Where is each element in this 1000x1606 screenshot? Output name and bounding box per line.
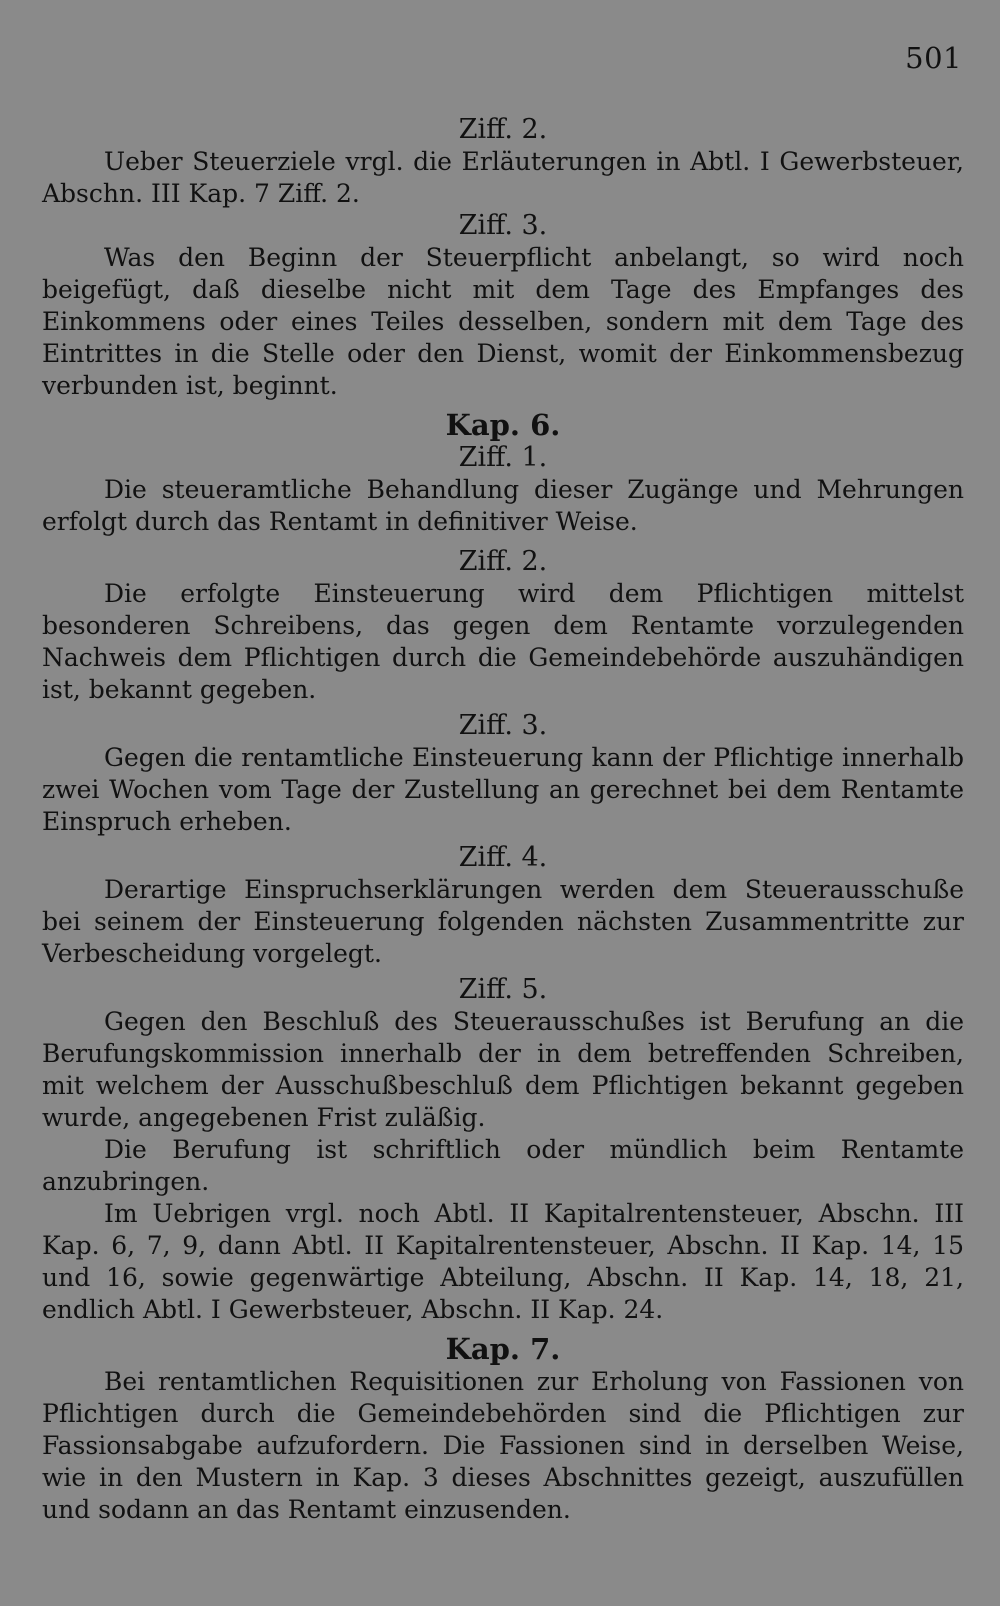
chapter-heading-kap-7: Kap. 7. (445, 1332, 561, 1366)
section-heading-ziff-2b: Ziff. 2. (458, 546, 548, 577)
paragraph-behandlung: Die steueramtliche Behandlung dieser Zugänge und Mehrungen erfolgt durch das Rentamt in definitiver Weise. (42, 475, 964, 536)
section-heading-ziff-3: Ziff. 3. (458, 210, 548, 241)
paragraph-steuerziele: Ueber Steuerziele vrgl. die Erläuterungen in Abtl. I Gewerbsteuer, Abschn. III Kap. 7 Ziff. 2. (42, 147, 964, 208)
paragraph-einspruch: Gegen die rentamtliche Einsteuerung kann der Pflichtige innerhalb zwei Wochen vom Tage der Zustellung an gerechnet bei dem Rentamte Einspruch erheben. (42, 743, 964, 836)
page-content (42, 114, 964, 1526)
section-heading-ziff-1: Ziff. 1. (458, 442, 548, 473)
paragraph-steuerpflicht-beginn: Was den Beginn der Steuerpflicht anbelangt, so wird noch beigefügt, daß dieselbe nicht mit dem Tage des Empfanges des Einkommens oder eines Teiles desselben, sondern mit dem Tage des Eintrittes in die Stelle oder den Dienst, womit der Einkommensbezug verbunden ist, beginnt. (42, 243, 964, 400)
paragraph-requisitionen: Bei rentamtlichen Requisitionen zur Erholung von Fassionen von Pflichtigen durch die Gemeindebehörden sind die Pflichtigen zur Fassionsabgabe aufzufordern. Die Fassionen sind in derselben Weise, wie in den Mustern in Kap. 3 dieses Abschnittes gezeigt, auszufüllen und sodann an das Rentamt einzusenden. (42, 1367, 964, 1524)
section-heading-ziff-2: Ziff. 2. (458, 114, 548, 145)
paragraph-einsteuerung: Die erfolgte Einsteuerung wird dem Pflichtigen mittelst besonderen Schreibens, das gegen dem Rentamte vorzulegenden Nachweis dem Pflichtigen durch die Gemeindebehörde auszuhändigen ist, bekannt gegeben. (42, 579, 964, 704)
paragraph-berufung-form: Die Berufung ist schriftlich oder mündlich beim Rentamte anzubringen. (42, 1135, 964, 1196)
paragraph-berufung: Gegen den Beschluß des Steuerausschußes ist Berufung an die Berufungskommission innerhalb der in dem betreffenden Schreiben, mit welchem der Ausschußbeschluß dem Pflichtigen bekannt gegeben wurde, angegebenen Frist zuläßig. (42, 1007, 964, 1132)
section-heading-ziff-5: Ziff. 5. (458, 974, 548, 1005)
chapter-heading-kap-6: Kap. 6. (445, 408, 561, 442)
section-heading-ziff-3b: Ziff. 3. (458, 710, 548, 741)
section-heading-ziff-4: Ziff. 4. (458, 842, 548, 873)
page-number: 501 (905, 41, 962, 75)
paragraph-verweise: Im Uebrigen vrgl. noch Abtl. II Kapitalrentensteuer, Abschn. III Kap. 6, 7, 9, dann Abtl. II Kapitalrentensteuer, Abschn. II Kap. 14, 15 und 16, sowie gegenwärtige Abteilung, Abschn. II Kap. 14, 18, 21, endlich Abtl. I Gewerbsteuer, Abschn. II Kap. 24. (42, 1199, 964, 1324)
paragraph-einspruchserklaerungen: Derartige Einspruchserklärungen werden dem Steuerausschuße bei seinem der Einsteuerung folgenden nächsten Zusammentritte zur Verbescheidung vorgelegt. (42, 875, 964, 968)
